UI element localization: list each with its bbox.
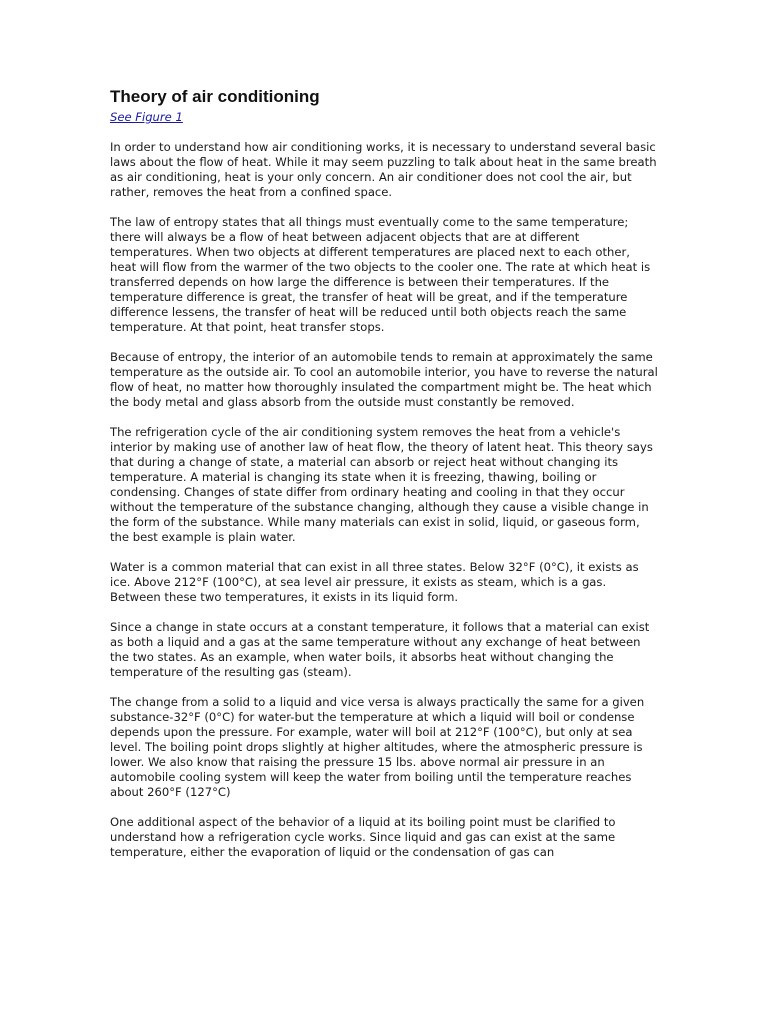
paragraph-intro: In order to understand how air conditioning works, it is necessary to understand several basic laws about the flow of heat. While it may seem puzzling to talk about heat in the same breath as air conditioning, heat is your only concern. An air conditioner does not cool the air, but rather, removes the heat from a confined space. [110, 140, 657, 199]
paragraph-water-states: Water is a common material that can exist in all three states. Below 32°F (0°C), it exists as ice. Above 212°F (100°C), at sea level air pressure, it exists as steam, which is a gas. Between these two temperatures, it exists in its liquid form. [110, 560, 639, 604]
paragraph-entropy-law: The law of entropy states that all things must eventually come to the same temperature; there will always be a flow of heat between adjacent objects that are at different temperatures. When two objects at different temperatures are placed next to each other, heat will flow from the warmer of the two objects to the cooler one. The rate at which heat is transferred depends on how large the difference is between their temperatures. If the temperature difference is great, the transfer of heat will be great, and if the temperature difference lessens, the transfer of heat will be reduced until both objects reach the same temperature. At that point, heat transfer stops. [110, 215, 651, 334]
paragraph-constant-temperature: Since a change in state occurs at a constant temperature, it follows that a material can exist as both a liquid and a gas at the same temperature without any exchange of heat between the two states. As an example, when water boils, it absorbs heat without changing the temperature of the resulting gas (steam). [110, 620, 650, 679]
page-title: Theory of air conditioning [110, 87, 320, 106]
paragraph-boiling-pressure: The change from a solid to a liquid and vice versa is always practically the same for a given substance-32°F (0°C) for water-but the temperature at which a liquid will boil or condense depends upon the pressure. For example, water will boil at 212°F (100°C), but only at sea level. The boiling point drops slightly at higher altitudes, where the atmospheric pressure is lower. We also know that raising the pressure 15 lbs. above normal air pressure in an automobile cooling system will keep the water from boiling until the temperature reaches about 260°F (127°C) [110, 695, 645, 799]
document-page [110, 86, 658, 860]
paragraph-refrigeration-cycle: The refrigeration cycle of the air conditioning system removes the heat from a vehicle's interior by making use of another law of heat flow, the theory of latent heat. This theory says that during a change of state, a material can absorb or reject heat without changing its temperature. A material is changing its state when it is freezing, thawing, boiling or condensing. Changes of state differ from ordinary heating and cooling in that they occur without the temperature of the substance changing, although they cause a visible change in the form of the substance. While many materials can exist in solid, liquid, or gaseous form, the best example is plain water. [110, 425, 653, 544]
paragraph-automobile-interior: Because of entropy, the interior of an automobile tends to remain at approximately the same temperature as the outside air. To cool an automobile interior, you have to reverse the natural flow of heat, no matter how thoroughly insulated the compartment might be. The heat which the body metal and glass absorb from the outside must constantly be removed. [110, 350, 658, 409]
see-figure-link[interactable]: See Figure 1 [110, 110, 183, 124]
paragraph-boiling-point-behavior: One additional aspect of the behavior of a liquid at its boiling point must be clarified to understand how a refrigeration cycle works. Since liquid and gas can exist at the same temperature, either the evaporation of liquid or the condensation of gas can [110, 815, 616, 859]
